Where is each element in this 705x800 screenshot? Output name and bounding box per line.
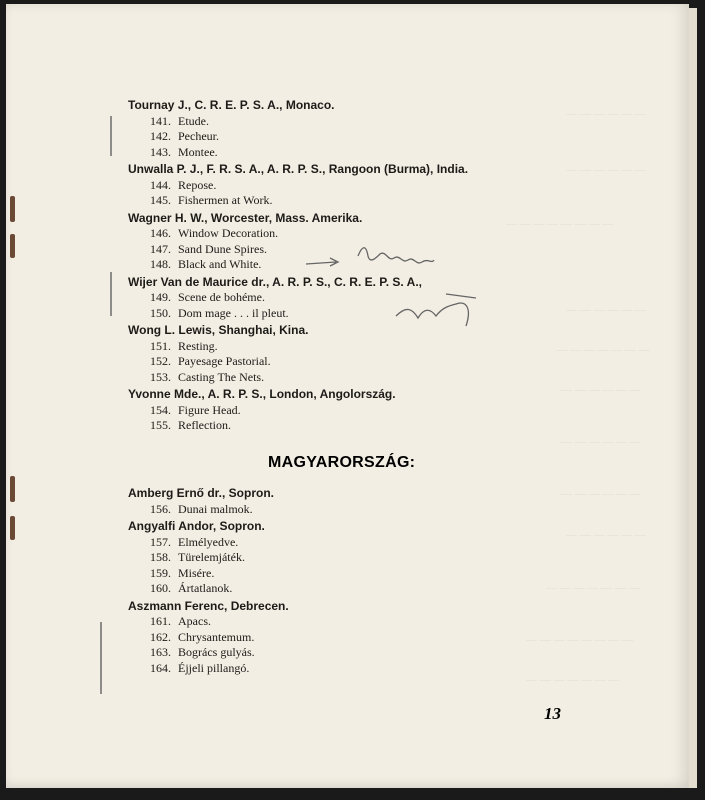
staple (10, 516, 15, 540)
item-title: Black and White. (178, 257, 262, 271)
item-number: 149. (150, 290, 171, 304)
catalog-item (150, 193, 272, 208)
catalog-item (150, 614, 211, 629)
catalog-item (150, 403, 241, 418)
catalog-item (150, 566, 214, 581)
item-number: 162. (150, 629, 171, 644)
item-number: 158. (150, 550, 171, 564)
item-number: 146. (150, 226, 171, 240)
item-title: Türelemjáték. (178, 550, 245, 564)
item-number: 164. (150, 660, 171, 675)
item-number: 153. (150, 369, 171, 384)
catalog-item (150, 581, 232, 596)
item-title: Dom mage . . . il pleut. (178, 305, 289, 320)
catalog-item (150, 290, 265, 305)
item-number: 150. (150, 305, 171, 320)
exhibitor-name: Unwalla P. J., F. R. S. A., A. R. P. S., Rangoon (Burma), India. (128, 162, 469, 176)
item-number: 157. (150, 534, 171, 549)
item-title: Scene de bohéme. (178, 290, 265, 304)
item-number: 152. (150, 354, 171, 368)
item-number: 160. (150, 581, 171, 595)
item-title: Bogrács gulyás. (178, 645, 255, 659)
item-title: Figure Head. (178, 402, 241, 417)
item-title: Éjjeli pillangó. (178, 660, 250, 675)
exhibitor-name: Wijer Van de Maurice dr., A. R. P. S., C. R. E. P. S. A., (128, 274, 422, 289)
item-number: 148. (150, 257, 171, 271)
exhibitor-name: Yvonne Mde., A. R. P. S., London, Angolország. (128, 387, 396, 401)
exhibitor-name: Wagner H. W., Worcester, Mass. Amerika. (128, 210, 363, 225)
pencil-margin-line (110, 116, 112, 156)
item-title: Chrysantemum. (178, 629, 255, 644)
catalog-item (150, 418, 231, 433)
item-title: Pecheur. (178, 129, 219, 143)
item-number: 142. (150, 129, 171, 143)
item-number: 155. (150, 418, 171, 432)
item-title: Dunai malmok. (178, 501, 253, 516)
staple (10, 234, 15, 258)
catalog-item (150, 226, 278, 241)
catalog-item (150, 129, 219, 144)
catalog-item (150, 145, 218, 160)
item-title: Sand Dune Spires. (178, 241, 267, 256)
item-number: 145. (150, 193, 171, 207)
page-edge (689, 8, 697, 788)
item-title: Misére. (178, 565, 215, 580)
item-title: Apacs. (178, 614, 211, 628)
catalog-item (150, 370, 264, 385)
item-number: 141. (150, 113, 171, 128)
catalog-item (150, 257, 261, 272)
exhibitor-name: Tournay J., C. R. E. P. S. A., Monaco. (128, 98, 335, 112)
item-title: Ártatlanok. (178, 581, 233, 595)
catalog-item (150, 114, 209, 129)
catalog-item (150, 339, 218, 354)
item-number: 144. (150, 177, 171, 192)
catalog-item (150, 661, 249, 676)
item-title: Window Decoration. (178, 226, 279, 240)
item-title: Elmélyedve. (178, 534, 239, 549)
exhibitor-name: Aszmann Ferenc, Debrecen. (128, 598, 289, 613)
catalog-item (150, 630, 254, 645)
staple (10, 196, 15, 222)
item-title: Montee. (178, 144, 218, 159)
catalog-item (150, 645, 255, 660)
bleed-through: — — — — — — — — — — — — — — — — — — — — — — — — — — — — — — — — — — — — — — — — — — — — — — — — — — — — — — — — — — — — — — — — — — — — — — — — — — — — — — — (506, 108, 650, 686)
item-title: Fishermen at Work. (178, 193, 273, 207)
pencil-margin-line (110, 272, 112, 316)
catalog-page (6, 4, 689, 788)
catalog-item (150, 502, 253, 517)
item-title: Casting The Nets. (178, 369, 265, 384)
exhibitor-name: Angyalfi Andor, Sopron. (128, 519, 265, 533)
item-number: 143. (150, 144, 171, 159)
item-number: 161. (150, 614, 171, 628)
page-number: 13 (544, 704, 561, 723)
page-content (6, 4, 689, 788)
exhibitor-name: Amberg Ernő dr., Sopron. (128, 486, 275, 500)
pencil-annotation-icon (296, 236, 486, 346)
catalog-item (150, 550, 245, 565)
item-title: Repose. (178, 177, 217, 192)
catalog-item (150, 535, 238, 550)
item-number: 147. (150, 241, 171, 256)
item-title: Reflection. (178, 418, 231, 432)
item-number: 154. (150, 402, 171, 417)
section-title: MAGYARORSZÁG: (268, 454, 416, 471)
catalog-item (150, 354, 271, 369)
item-number: 163. (150, 645, 171, 659)
item-title: Resting. (178, 338, 218, 353)
exhibitor-name: Wong L. Lewis, Shanghai, Kina. (128, 323, 309, 337)
catalog-item (150, 242, 267, 257)
item-number: 156. (150, 501, 171, 516)
catalog-item (150, 306, 289, 321)
item-title: Etude. (178, 113, 209, 128)
staple (10, 476, 15, 502)
pencil-margin-line (100, 622, 102, 694)
catalog-item (150, 178, 216, 193)
item-number: 151. (150, 338, 171, 353)
item-number: 159. (150, 565, 171, 580)
item-title: Payesage Pastorial. (178, 354, 271, 368)
